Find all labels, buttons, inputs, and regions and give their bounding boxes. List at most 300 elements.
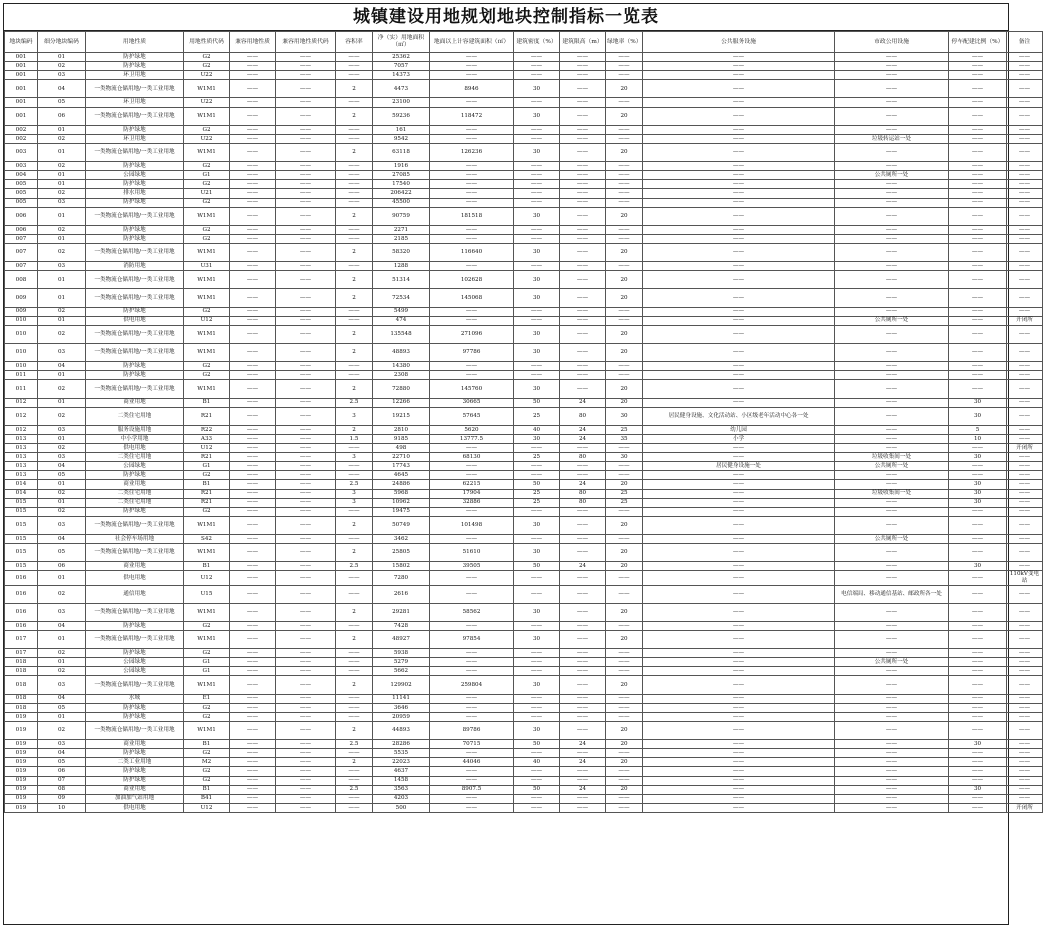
table-cell: G2 (184, 362, 230, 371)
table-cell: —— (643, 694, 835, 703)
table-cell: —— (276, 180, 336, 189)
table-cell: —— (560, 189, 606, 198)
table-cell: —— (230, 289, 276, 307)
table-cell: —— (276, 71, 336, 80)
table-cell: 29281 (373, 603, 430, 621)
table-cell: 012 (5, 407, 38, 425)
table-cell: 20 (606, 80, 643, 98)
column-header: 兼容用地性质 (230, 32, 276, 53)
table-cell: —— (835, 507, 949, 516)
table-cell: 20 (606, 380, 643, 398)
table-cell: —— (514, 534, 560, 543)
table-cell: 2.5 (336, 398, 373, 407)
table-cell: 商业用地 (86, 398, 184, 407)
table-cell: —— (430, 794, 514, 803)
table-cell: 50 (514, 785, 560, 794)
table-cell: —— (430, 694, 514, 703)
table-cell: A33 (184, 434, 230, 443)
table-cell: 04 (38, 462, 86, 471)
table-cell: 01 (38, 316, 86, 325)
table-cell: —— (430, 471, 514, 480)
table-cell: —— (336, 62, 373, 71)
table-cell: W1M1 (184, 544, 230, 562)
table-cell: 018 (5, 703, 38, 712)
table-cell: —— (606, 694, 643, 703)
table-cell: —— (336, 534, 373, 543)
table-cell: 30 (606, 453, 643, 462)
table-cell: —— (230, 198, 276, 207)
table-cell: 加油加气站用地 (86, 794, 184, 803)
table-cell: —— (1007, 740, 1043, 749)
table-cell: G2 (184, 471, 230, 480)
table-cell: —— (643, 98, 835, 107)
table-cell: 145760 (430, 380, 514, 398)
table-cell: 2 (336, 289, 373, 307)
table-cell: 06 (38, 767, 86, 776)
table-cell: —— (1007, 198, 1043, 207)
table-cell: 005 (5, 198, 38, 207)
table-cell: —— (606, 62, 643, 71)
table-cell: —— (606, 53, 643, 62)
table-cell: —— (1007, 721, 1043, 739)
table-row (5, 631, 1043, 649)
table-cell: —— (1007, 434, 1043, 443)
table-cell: —— (336, 667, 373, 676)
table-cell: 126236 (430, 143, 514, 161)
table-cell: —— (643, 62, 835, 71)
table-cell: —— (835, 289, 949, 307)
table-cell: —— (336, 767, 373, 776)
table-cell: —— (276, 462, 336, 471)
table-cell: —— (430, 444, 514, 453)
table-cell: —— (1007, 425, 1043, 434)
table-cell: —— (276, 803, 336, 812)
table-cell: 垃圾转运站一处 (835, 134, 949, 143)
table-cell: 3 (336, 498, 373, 507)
table-cell: 181518 (430, 207, 514, 225)
table-row (5, 462, 1043, 471)
table-cell: —— (336, 571, 373, 585)
table-cell: —— (230, 307, 276, 316)
table-cell: 供电用地 (86, 571, 184, 585)
table-cell: 20 (606, 631, 643, 649)
table-cell: —— (835, 603, 949, 621)
table-cell: 防护绿地 (86, 776, 184, 785)
table-cell: 10 (38, 803, 86, 812)
table-cell: 2 (336, 631, 373, 649)
table-cell: 2 (336, 516, 373, 534)
table-cell: —— (336, 307, 373, 316)
table-cell: 2 (336, 380, 373, 398)
table-cell: —— (1007, 143, 1043, 161)
table-cell: —— (276, 571, 336, 585)
table-cell: G1 (184, 667, 230, 676)
table-cell: 20 (606, 676, 643, 694)
table-cell: —— (949, 749, 1007, 758)
table-cell: 006 (5, 225, 38, 234)
table-cell: 48927 (373, 631, 430, 649)
table-cell: —— (606, 749, 643, 758)
table-cell: 公共厕所一处 (835, 316, 949, 325)
table-cell: —— (1007, 585, 1043, 603)
column-header: 备注 (1007, 32, 1043, 53)
table-cell: —— (336, 749, 373, 758)
table-cell: G2 (184, 649, 230, 658)
table-cell: —— (835, 571, 949, 585)
table-row (5, 649, 1043, 658)
table-row (5, 71, 1043, 80)
table-cell: —— (560, 676, 606, 694)
table-cell: —— (949, 289, 1007, 307)
table-cell: U22 (184, 134, 230, 143)
table-cell: B1 (184, 480, 230, 489)
table-cell: 09 (38, 794, 86, 803)
table-cell: —— (835, 371, 949, 380)
table-cell: —— (514, 316, 560, 325)
table-cell: B1 (184, 562, 230, 571)
table-cell: 019 (5, 721, 38, 739)
table-row (5, 621, 1043, 630)
table-cell: 06 (38, 562, 86, 571)
table-cell: 25 (514, 407, 560, 425)
table-cell: 防护绿地 (86, 703, 184, 712)
table-cell: —— (643, 712, 835, 721)
table-cell: 012 (5, 425, 38, 434)
table-cell: —— (230, 631, 276, 649)
table-cell: 014 (5, 489, 38, 498)
table-cell: 03 (38, 453, 86, 462)
table-cell: 19475 (373, 507, 430, 516)
table-cell: 2 (336, 344, 373, 362)
table-cell: 01 (38, 434, 86, 443)
table-cell: 01 (38, 53, 86, 62)
table-cell: 011 (5, 371, 38, 380)
table-cell: 小学 (643, 434, 835, 443)
table-cell: —— (835, 544, 949, 562)
table-cell: —— (560, 207, 606, 225)
table-cell: —— (835, 125, 949, 134)
table-cell: —— (1007, 480, 1043, 489)
table-row (5, 544, 1043, 562)
table-cell: —— (276, 344, 336, 362)
table-cell: —— (514, 712, 560, 721)
table-cell: —— (230, 271, 276, 289)
table-cell: 97854 (430, 631, 514, 649)
table-cell: 019 (5, 749, 38, 758)
table-cell: 01 (38, 289, 86, 307)
table-cell: —— (230, 480, 276, 489)
table-cell: —— (560, 80, 606, 98)
table-row (5, 740, 1043, 749)
table-cell: —— (1007, 603, 1043, 621)
table-cell: 02 (38, 507, 86, 516)
table-cell: 20 (606, 758, 643, 767)
table-cell: 20 (606, 740, 643, 749)
table-cell: —— (949, 125, 1007, 134)
table-cell: 01 (38, 571, 86, 585)
table-cell: 007 (5, 243, 38, 261)
table-cell: G2 (184, 776, 230, 785)
table-cell: 013 (5, 471, 38, 480)
table-cell: —— (949, 171, 1007, 180)
table-cell: 5535 (373, 749, 430, 758)
table-cell: —— (230, 53, 276, 62)
table-cell: —— (276, 198, 336, 207)
table-cell: —— (835, 80, 949, 98)
table-cell: —— (835, 180, 949, 189)
table-cell: 161 (373, 125, 430, 134)
table-cell: —— (276, 371, 336, 380)
table-cell: —— (230, 71, 276, 80)
table-cell: —— (230, 534, 276, 543)
table-cell: 101498 (430, 516, 514, 534)
table-cell: —— (643, 225, 835, 234)
table-cell: —— (514, 180, 560, 189)
table-cell: 011 (5, 380, 38, 398)
table-cell: —— (276, 498, 336, 507)
table-cell: —— (643, 658, 835, 667)
table-cell: —— (1007, 180, 1043, 189)
table-cell: M2 (184, 758, 230, 767)
table-cell: —— (230, 434, 276, 443)
table-cell: —— (514, 125, 560, 134)
table-cell: —— (276, 444, 336, 453)
table-cell: —— (835, 271, 949, 289)
table-row (5, 307, 1043, 316)
table-cell: 02 (38, 489, 86, 498)
table-cell: —— (606, 471, 643, 480)
table-cell: —— (336, 316, 373, 325)
table-cell: —— (643, 162, 835, 171)
table-cell: 防护绿地 (86, 62, 184, 71)
table-cell: —— (336, 234, 373, 243)
table-cell: —— (949, 307, 1007, 316)
table-cell: —— (560, 362, 606, 371)
table-cell: —— (230, 676, 276, 694)
table-cell: —— (1007, 380, 1043, 398)
table-cell: —— (514, 767, 560, 776)
table-cell: 4637 (373, 767, 430, 776)
table-cell: 01 (38, 180, 86, 189)
table-cell: —— (1007, 125, 1043, 134)
table-cell: —— (643, 143, 835, 161)
table-cell: 2 (336, 207, 373, 225)
table-cell: —— (835, 143, 949, 161)
table-cell: —— (430, 134, 514, 143)
table-cell: —— (276, 649, 336, 658)
table-cell: 001 (5, 62, 38, 71)
table-cell: —— (606, 767, 643, 776)
table-cell: —— (643, 534, 835, 543)
table-cell: —— (835, 631, 949, 649)
table-cell: B1 (184, 740, 230, 749)
table-cell: 01 (38, 480, 86, 489)
table-cell: —— (949, 371, 1007, 380)
table-cell: —— (560, 603, 606, 621)
table-cell: 017 (5, 631, 38, 649)
table-cell: —— (606, 225, 643, 234)
table-cell: 03 (38, 676, 86, 694)
table-cell: 90759 (373, 207, 430, 225)
table-cell: —— (643, 344, 835, 362)
header-row (5, 32, 1043, 53)
table-cell: —— (230, 243, 276, 261)
table-cell: 24 (560, 480, 606, 489)
table-cell: —— (835, 344, 949, 362)
table-cell: —— (1007, 562, 1043, 571)
table-cell: R21 (184, 407, 230, 425)
table-row (5, 225, 1043, 234)
table-cell: 019 (5, 785, 38, 794)
table-cell: 商业用地 (86, 740, 184, 749)
table-cell: 二类住宅用地 (86, 407, 184, 425)
table-cell: W1M1 (184, 380, 230, 398)
table-cell: —— (1007, 80, 1043, 98)
table-cell: —— (606, 534, 643, 543)
table-cell: —— (230, 362, 276, 371)
table-cell: —— (514, 62, 560, 71)
table-row (5, 425, 1043, 434)
table-cell: G2 (184, 621, 230, 630)
table-cell: —— (949, 794, 1007, 803)
table-row (5, 785, 1043, 794)
table-cell: —— (643, 243, 835, 261)
table-cell: 供电用地 (86, 803, 184, 812)
table-cell: G2 (184, 125, 230, 134)
table-cell: —— (1007, 676, 1043, 694)
column-header: 建筑密度（%） (514, 32, 560, 53)
table-cell: —— (230, 740, 276, 749)
table-cell: 防护绿地 (86, 225, 184, 234)
table-cell: 1916 (373, 162, 430, 171)
table-cell: 20 (606, 562, 643, 571)
table-row (5, 480, 1043, 489)
table-cell: U15 (184, 585, 230, 603)
table-cell: 5620 (430, 425, 514, 434)
table-cell: 44046 (430, 758, 514, 767)
table-cell: —— (430, 316, 514, 325)
table-cell: —— (949, 53, 1007, 62)
table-cell: —— (560, 534, 606, 543)
table-cell: —— (606, 125, 643, 134)
table-cell: —— (1007, 776, 1043, 785)
table-cell: 01 (38, 631, 86, 649)
table-cell: 25805 (373, 544, 430, 562)
table-cell: —— (276, 225, 336, 234)
table-cell: —— (560, 62, 606, 71)
table-row (5, 98, 1043, 107)
table-cell: 35 (606, 434, 643, 443)
table-row (5, 803, 1043, 812)
table-cell: 一类物流仓储用地/一类工业用地 (86, 676, 184, 694)
table-cell: —— (514, 462, 560, 471)
table-cell: 2 (336, 721, 373, 739)
table-cell: 01 (38, 498, 86, 507)
table-cell: —— (430, 225, 514, 234)
table-cell: 04 (38, 534, 86, 543)
table-cell: 2810 (373, 425, 430, 434)
table-cell: —— (643, 480, 835, 489)
table-cell: 30 (514, 721, 560, 739)
table-cell: —— (1007, 134, 1043, 143)
table-cell: —— (835, 562, 949, 571)
table-row (5, 585, 1043, 603)
table-cell: 002 (5, 134, 38, 143)
table-cell: G2 (184, 225, 230, 234)
table-cell: —— (336, 362, 373, 371)
table-cell: U21 (184, 189, 230, 198)
table-cell: —— (430, 803, 514, 812)
table-cell: —— (560, 53, 606, 62)
table-cell: 30 (514, 325, 560, 343)
table-cell: 007 (5, 234, 38, 243)
table-cell: —— (560, 471, 606, 480)
table-cell: 116640 (430, 243, 514, 261)
table-cell: —— (514, 776, 560, 785)
table-cell: 防护绿地 (86, 162, 184, 171)
table-cell: 45500 (373, 198, 430, 207)
table-row (5, 107, 1043, 125)
table-cell: —— (643, 325, 835, 343)
table-cell: —— (276, 507, 336, 516)
table-cell: 20 (606, 398, 643, 407)
table-cell: 2 (336, 603, 373, 621)
table-cell: —— (230, 776, 276, 785)
table-cell: —— (230, 325, 276, 343)
table-cell: 7057 (373, 62, 430, 71)
table-cell: 7428 (373, 621, 430, 630)
table-cell: 3563 (373, 785, 430, 794)
table-cell: —— (949, 189, 1007, 198)
table-cell: 13777.5 (430, 434, 514, 443)
table-cell: —— (560, 234, 606, 243)
table-cell: —— (643, 758, 835, 767)
table-cell: G1 (184, 658, 230, 667)
table-cell: 019 (5, 712, 38, 721)
table-cell: —— (230, 407, 276, 425)
table-cell: 70715 (430, 740, 514, 749)
table-cell: —— (1007, 694, 1043, 703)
table-cell: 居民健身设施一处 (643, 462, 835, 471)
table-cell: 20 (606, 721, 643, 739)
table-cell: —— (949, 721, 1007, 739)
column-header: 用地性质代码 (184, 32, 230, 53)
table-cell: 72880 (373, 380, 430, 398)
table-cell: —— (949, 694, 1007, 703)
table-cell: —— (230, 380, 276, 398)
table-cell: 居民健身设施、文化活动站、小区级老年活动中心各一处 (643, 407, 835, 425)
table-cell: 017 (5, 649, 38, 658)
table-cell: —— (230, 425, 276, 434)
table-cell: —— (230, 80, 276, 98)
table-cell: 04 (38, 80, 86, 98)
table-cell: 02 (38, 721, 86, 739)
table-cell: —— (949, 776, 1007, 785)
table-cell: 2 (336, 544, 373, 562)
table-cell: —— (1007, 453, 1043, 462)
table-cell: —— (560, 198, 606, 207)
table-cell: —— (514, 471, 560, 480)
table-cell: G2 (184, 307, 230, 316)
table-cell: 水域 (86, 694, 184, 703)
table-cell: —— (835, 740, 949, 749)
table-cell: —— (276, 307, 336, 316)
table-cell: —— (643, 307, 835, 316)
column-header: 市政公用设施 (835, 32, 949, 53)
table-cell: W1M1 (184, 289, 230, 307)
table-cell: —— (276, 262, 336, 271)
table-cell: 15802 (373, 562, 430, 571)
